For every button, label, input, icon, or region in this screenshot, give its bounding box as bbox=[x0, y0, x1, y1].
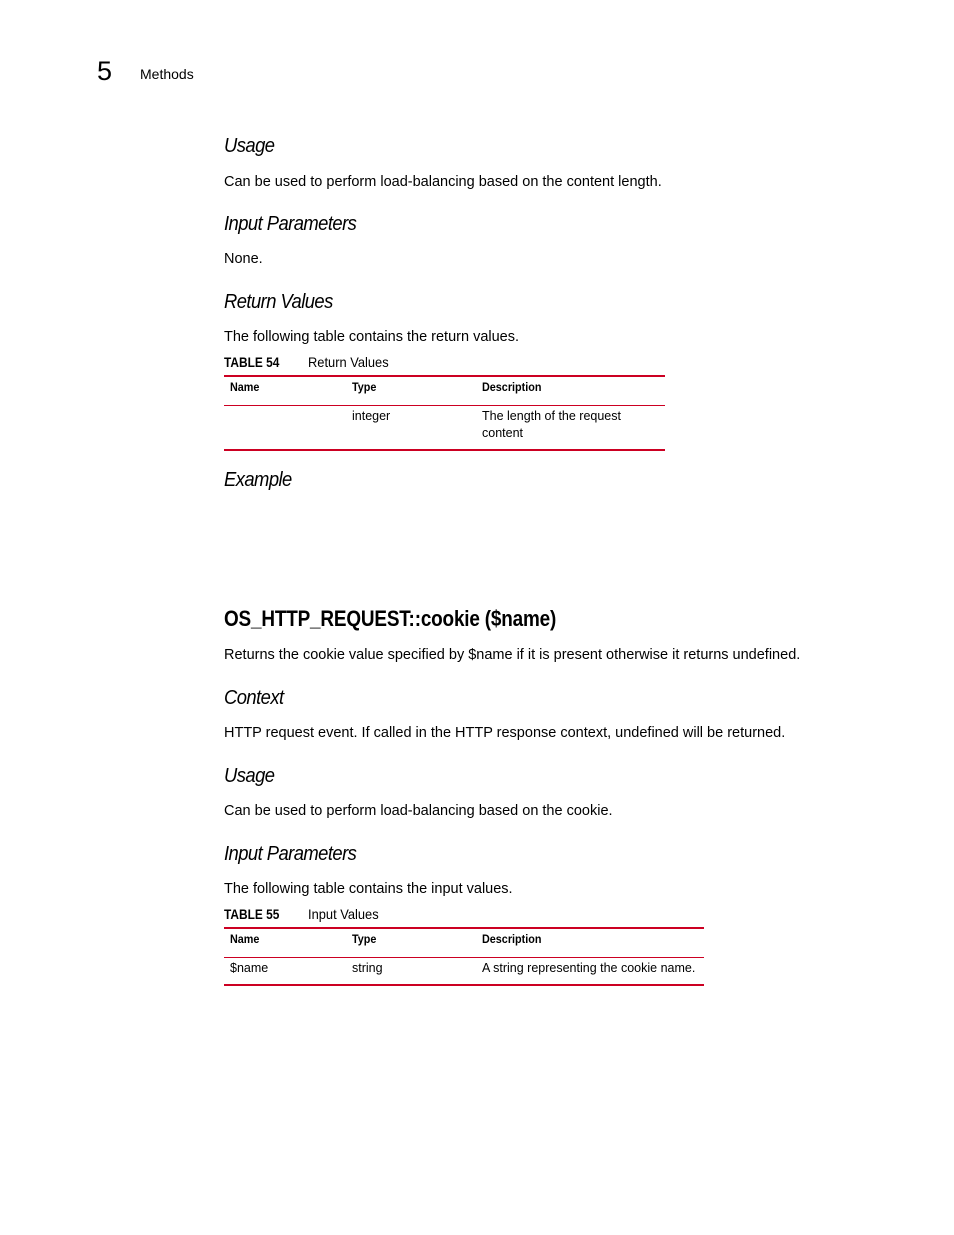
usage-text-2: Can be used to perform load-balancing based on the cookie. bbox=[224, 803, 613, 819]
return-values-heading: Return Values bbox=[224, 291, 333, 313]
input-parameters-text-2: The following table contains the input values. bbox=[224, 881, 513, 897]
column-header-name: Name bbox=[224, 928, 342, 958]
usage-text: Can be used to perform load-balancing based on the content length. bbox=[224, 174, 662, 190]
cell-name: $name bbox=[224, 958, 342, 986]
table-54-caption bbox=[224, 353, 396, 371]
cell-description: A string representing the cookie name. bbox=[476, 958, 704, 986]
column-header-description: Description bbox=[476, 928, 704, 958]
table-number: TABLE 55 bbox=[224, 906, 280, 922]
column-header-type: Type bbox=[342, 928, 476, 958]
return-values-table bbox=[224, 375, 665, 451]
cell-description: The length of the request content bbox=[476, 406, 665, 451]
method-intro: Returns the cookie value specified by $name if it is present otherwise it returns undefined. bbox=[224, 647, 801, 663]
context-text: HTTP request event. If called in the HTTP response context, undefined will be returned. bbox=[224, 725, 786, 741]
column-header-type: Type bbox=[342, 376, 476, 406]
example-heading: Example bbox=[224, 469, 292, 491]
table-header-row bbox=[224, 928, 704, 958]
table-row bbox=[224, 406, 665, 451]
cell-name bbox=[224, 406, 342, 451]
input-parameters-text: None. bbox=[224, 251, 263, 267]
cell-type: string bbox=[342, 958, 476, 986]
column-header-name: Name bbox=[224, 376, 342, 406]
chapter-number: 5 bbox=[97, 56, 113, 86]
context-heading: Context bbox=[224, 687, 284, 709]
table-55-caption bbox=[224, 905, 385, 923]
input-parameters-heading-2: Input Parameters bbox=[224, 843, 357, 865]
usage-heading-2: Usage bbox=[224, 765, 275, 787]
table-header-row bbox=[224, 376, 665, 406]
table-row bbox=[224, 958, 704, 986]
usage-heading: Usage bbox=[224, 135, 275, 157]
input-parameters-heading: Input Parameters bbox=[224, 213, 357, 235]
cell-type: integer bbox=[342, 406, 476, 451]
table-number: TABLE 54 bbox=[224, 354, 280, 370]
input-values-table bbox=[224, 927, 704, 986]
return-values-text: The following table contains the return values. bbox=[224, 329, 520, 345]
table-title: Return Values bbox=[308, 354, 389, 370]
table-title: Input Values bbox=[308, 906, 379, 922]
column-header-description: Description bbox=[476, 376, 665, 406]
chapter-title: Methods bbox=[140, 66, 194, 82]
method-title: OS_HTTP_REQUEST::cookie ($name) bbox=[224, 606, 557, 631]
